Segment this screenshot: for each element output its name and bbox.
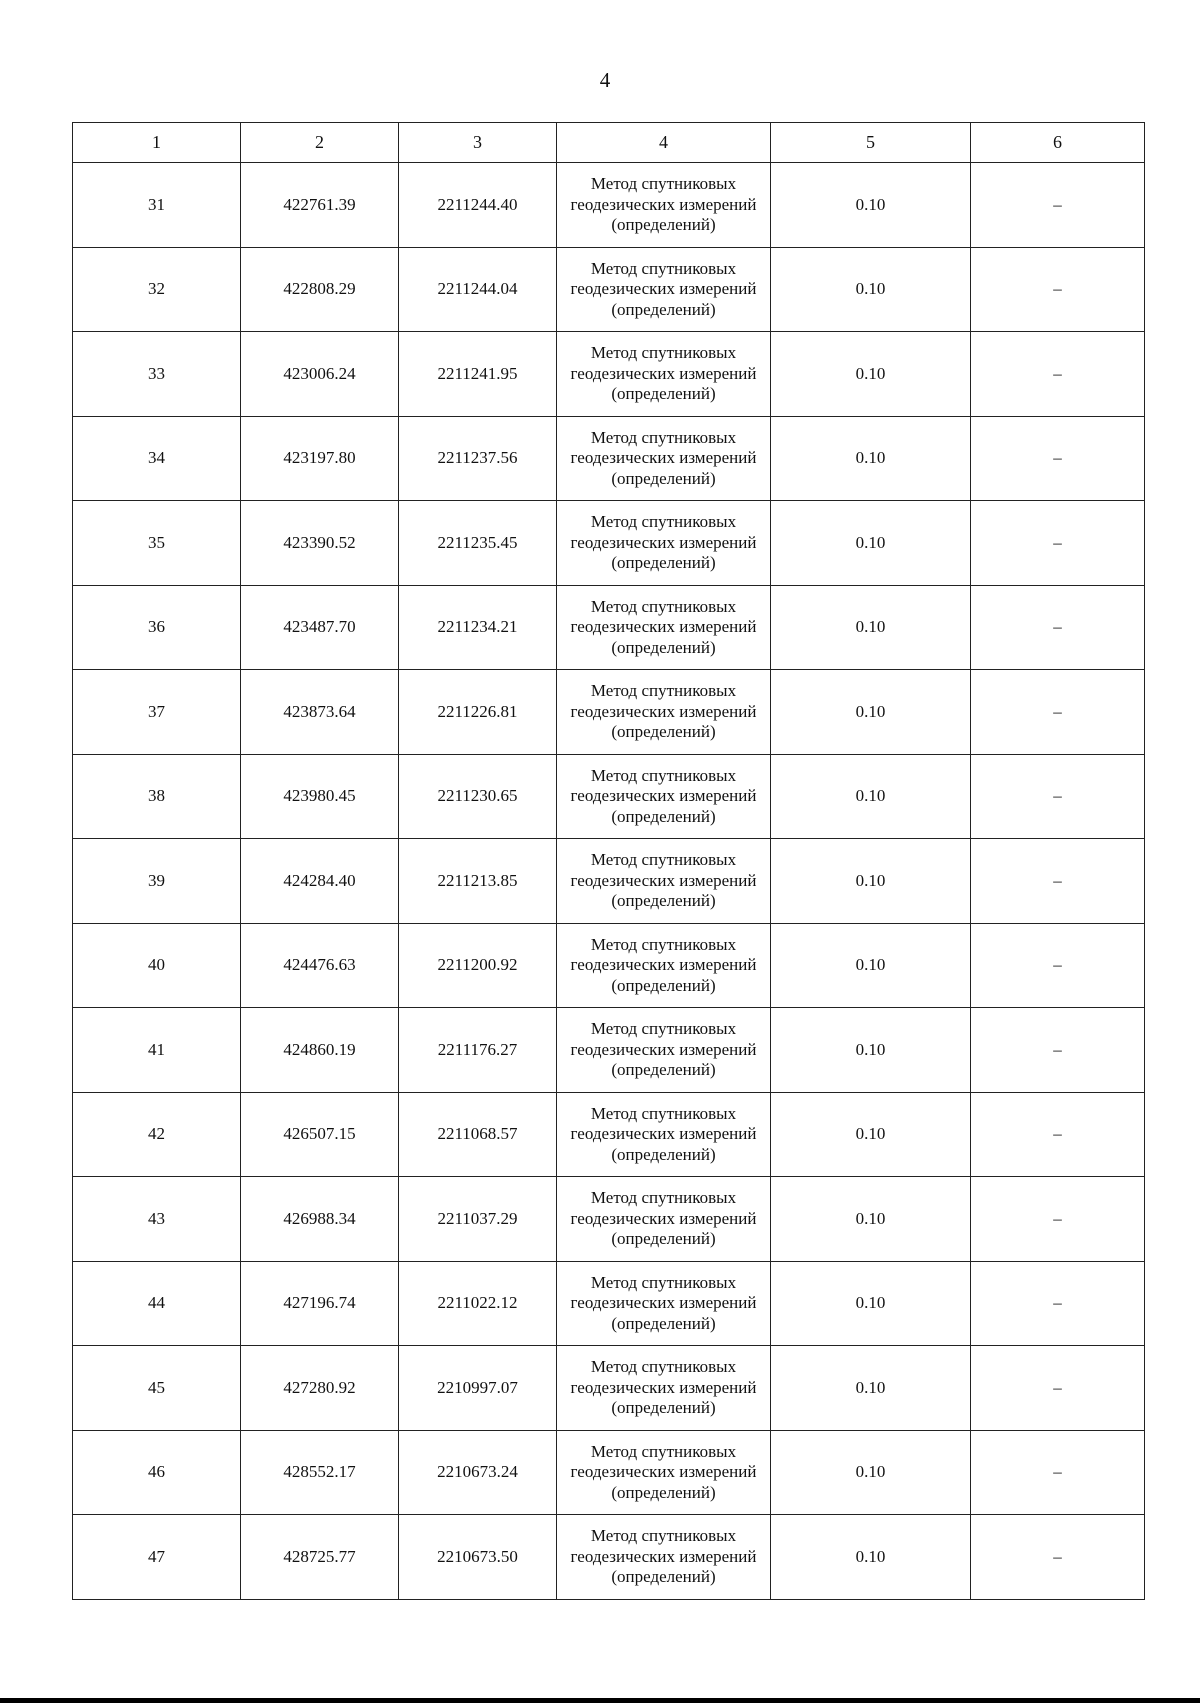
table-row [73,332,1145,417]
accuracy-cell: 0.10 [771,839,971,924]
point-number-cell: 31 [73,163,241,248]
table-row [73,923,1145,1008]
x-coordinate-cell: 422808.29 [241,247,399,332]
column-header: 6 [971,123,1145,163]
description-cell: – [971,1177,1145,1262]
accuracy-cell: 0.10 [771,332,971,417]
method-cell: Метод спутниковых геодезических измерений (определений) [557,332,771,417]
point-number-cell: 38 [73,754,241,839]
y-coordinate-cell: 2211200.92 [399,923,557,1008]
table-body [73,163,1145,1600]
point-number-cell: 46 [73,1430,241,1515]
point-number-cell: 47 [73,1515,241,1600]
table-row [73,585,1145,670]
accuracy-cell: 0.10 [771,585,971,670]
table-row [73,1515,1145,1600]
description-cell: – [971,754,1145,839]
method-cell: Метод спутниковых геодезических измерений (определений) [557,585,771,670]
y-coordinate-cell: 2211022.12 [399,1261,557,1346]
accuracy-cell: 0.10 [771,670,971,755]
y-coordinate-cell: 2210997.07 [399,1346,557,1431]
x-coordinate-cell: 422761.39 [241,163,399,248]
column-header: 1 [73,123,241,163]
y-coordinate-cell: 2211176.27 [399,1008,557,1093]
accuracy-cell: 0.10 [771,416,971,501]
accuracy-cell: 0.10 [771,1177,971,1262]
x-coordinate-cell: 426507.15 [241,1092,399,1177]
accuracy-cell: 0.10 [771,501,971,586]
accuracy-cell: 0.10 [771,1515,971,1600]
method-cell: Метод спутниковых геодезических измерений (определений) [557,1515,771,1600]
table-row [73,1177,1145,1262]
y-coordinate-cell: 2211244.40 [399,163,557,248]
method-cell: Метод спутниковых геодезических измерений (определений) [557,247,771,332]
accuracy-cell: 0.10 [771,247,971,332]
x-coordinate-cell: 424284.40 [241,839,399,924]
x-coordinate-cell: 423197.80 [241,416,399,501]
accuracy-cell: 0.10 [771,163,971,248]
point-number-cell: 37 [73,670,241,755]
method-cell: Метод спутниковых геодезических измерений (определений) [557,163,771,248]
y-coordinate-cell: 2211213.85 [399,839,557,924]
coordinates-table [72,122,1145,1600]
description-cell: – [971,1008,1145,1093]
accuracy-cell: 0.10 [771,923,971,1008]
accuracy-cell: 0.10 [771,1008,971,1093]
column-header: 5 [771,123,971,163]
description-cell: – [971,1261,1145,1346]
table-row [73,670,1145,755]
x-coordinate-cell: 428725.77 [241,1515,399,1600]
x-coordinate-cell: 426988.34 [241,1177,399,1262]
table-row [73,839,1145,924]
point-number-cell: 32 [73,247,241,332]
y-coordinate-cell: 2211235.45 [399,501,557,586]
table-row [73,1346,1145,1431]
table-row [73,1430,1145,1515]
point-number-cell: 42 [73,1092,241,1177]
y-coordinate-cell: 2210673.24 [399,1430,557,1515]
x-coordinate-cell: 423873.64 [241,670,399,755]
description-cell: – [971,1515,1145,1600]
table-row [73,501,1145,586]
point-number-cell: 41 [73,1008,241,1093]
point-number-cell: 45 [73,1346,241,1431]
method-cell: Метод спутниковых геодезических измерений (определений) [557,1261,771,1346]
method-cell: Метод спутниковых геодезических измерений (определений) [557,1092,771,1177]
y-coordinate-cell: 2211241.95 [399,332,557,417]
method-cell: Метод спутниковых геодезических измерений (определений) [557,923,771,1008]
table-row [73,247,1145,332]
description-cell: – [971,839,1145,924]
accuracy-cell: 0.10 [771,754,971,839]
point-number-cell: 40 [73,923,241,1008]
x-coordinate-cell: 424860.19 [241,1008,399,1093]
table-row [73,754,1145,839]
y-coordinate-cell: 2211068.57 [399,1092,557,1177]
accuracy-cell: 0.10 [771,1092,971,1177]
description-cell: – [971,1430,1145,1515]
table-row [73,1261,1145,1346]
y-coordinate-cell: 2211037.29 [399,1177,557,1262]
method-cell: Метод спутниковых геодезических измерений (определений) [557,839,771,924]
method-cell: Метод спутниковых геодезических измерений (определений) [557,670,771,755]
description-cell: – [971,332,1145,417]
accuracy-cell: 0.10 [771,1261,971,1346]
table-header-row [73,123,1145,163]
description-cell: – [971,670,1145,755]
y-coordinate-cell: 2210673.50 [399,1515,557,1600]
method-cell: Метод спутниковых геодезических измерений (определений) [557,1346,771,1431]
point-number-cell: 39 [73,839,241,924]
description-cell: – [971,416,1145,501]
y-coordinate-cell: 2211234.21 [399,585,557,670]
column-header: 3 [399,123,557,163]
accuracy-cell: 0.10 [771,1430,971,1515]
method-cell: Метод спутниковых геодезических измерений (определений) [557,1008,771,1093]
y-coordinate-cell: 2211230.65 [399,754,557,839]
y-coordinate-cell: 2211237.56 [399,416,557,501]
x-coordinate-cell: 427196.74 [241,1261,399,1346]
point-number-cell: 43 [73,1177,241,1262]
point-number-cell: 36 [73,585,241,670]
y-coordinate-cell: 2211244.04 [399,247,557,332]
description-cell: – [971,1346,1145,1431]
table-row [73,1008,1145,1093]
table-row [73,416,1145,501]
y-coordinate-cell: 2211226.81 [399,670,557,755]
x-coordinate-cell: 424476.63 [241,923,399,1008]
method-cell: Метод спутниковых геодезических измерений (определений) [557,754,771,839]
method-cell: Метод спутниковых геодезических измерений (определений) [557,416,771,501]
x-coordinate-cell: 423487.70 [241,585,399,670]
point-number-cell: 35 [73,501,241,586]
x-coordinate-cell: 423980.45 [241,754,399,839]
description-cell: – [971,585,1145,670]
method-cell: Метод спутниковых геодезических измерений (определений) [557,501,771,586]
description-cell: – [971,501,1145,586]
table-row [73,163,1145,248]
description-cell: – [971,163,1145,248]
description-cell: – [971,923,1145,1008]
point-number-cell: 34 [73,416,241,501]
point-number-cell: 44 [73,1261,241,1346]
method-cell: Метод спутниковых геодезических измерений (определений) [557,1430,771,1515]
x-coordinate-cell: 423006.24 [241,332,399,417]
method-cell: Метод спутниковых геодезических измерений (определений) [557,1177,771,1262]
table-row [73,1092,1145,1177]
x-coordinate-cell: 423390.52 [241,501,399,586]
description-cell: – [971,247,1145,332]
page-number: 4 [599,68,611,92]
accuracy-cell: 0.10 [771,1346,971,1431]
point-number-cell: 33 [73,332,241,417]
scan-edge-bar [0,1698,1200,1703]
column-header: 4 [557,123,771,163]
x-coordinate-cell: 427280.92 [241,1346,399,1431]
x-coordinate-cell: 428552.17 [241,1430,399,1515]
description-cell: – [971,1092,1145,1177]
column-header: 2 [241,123,399,163]
